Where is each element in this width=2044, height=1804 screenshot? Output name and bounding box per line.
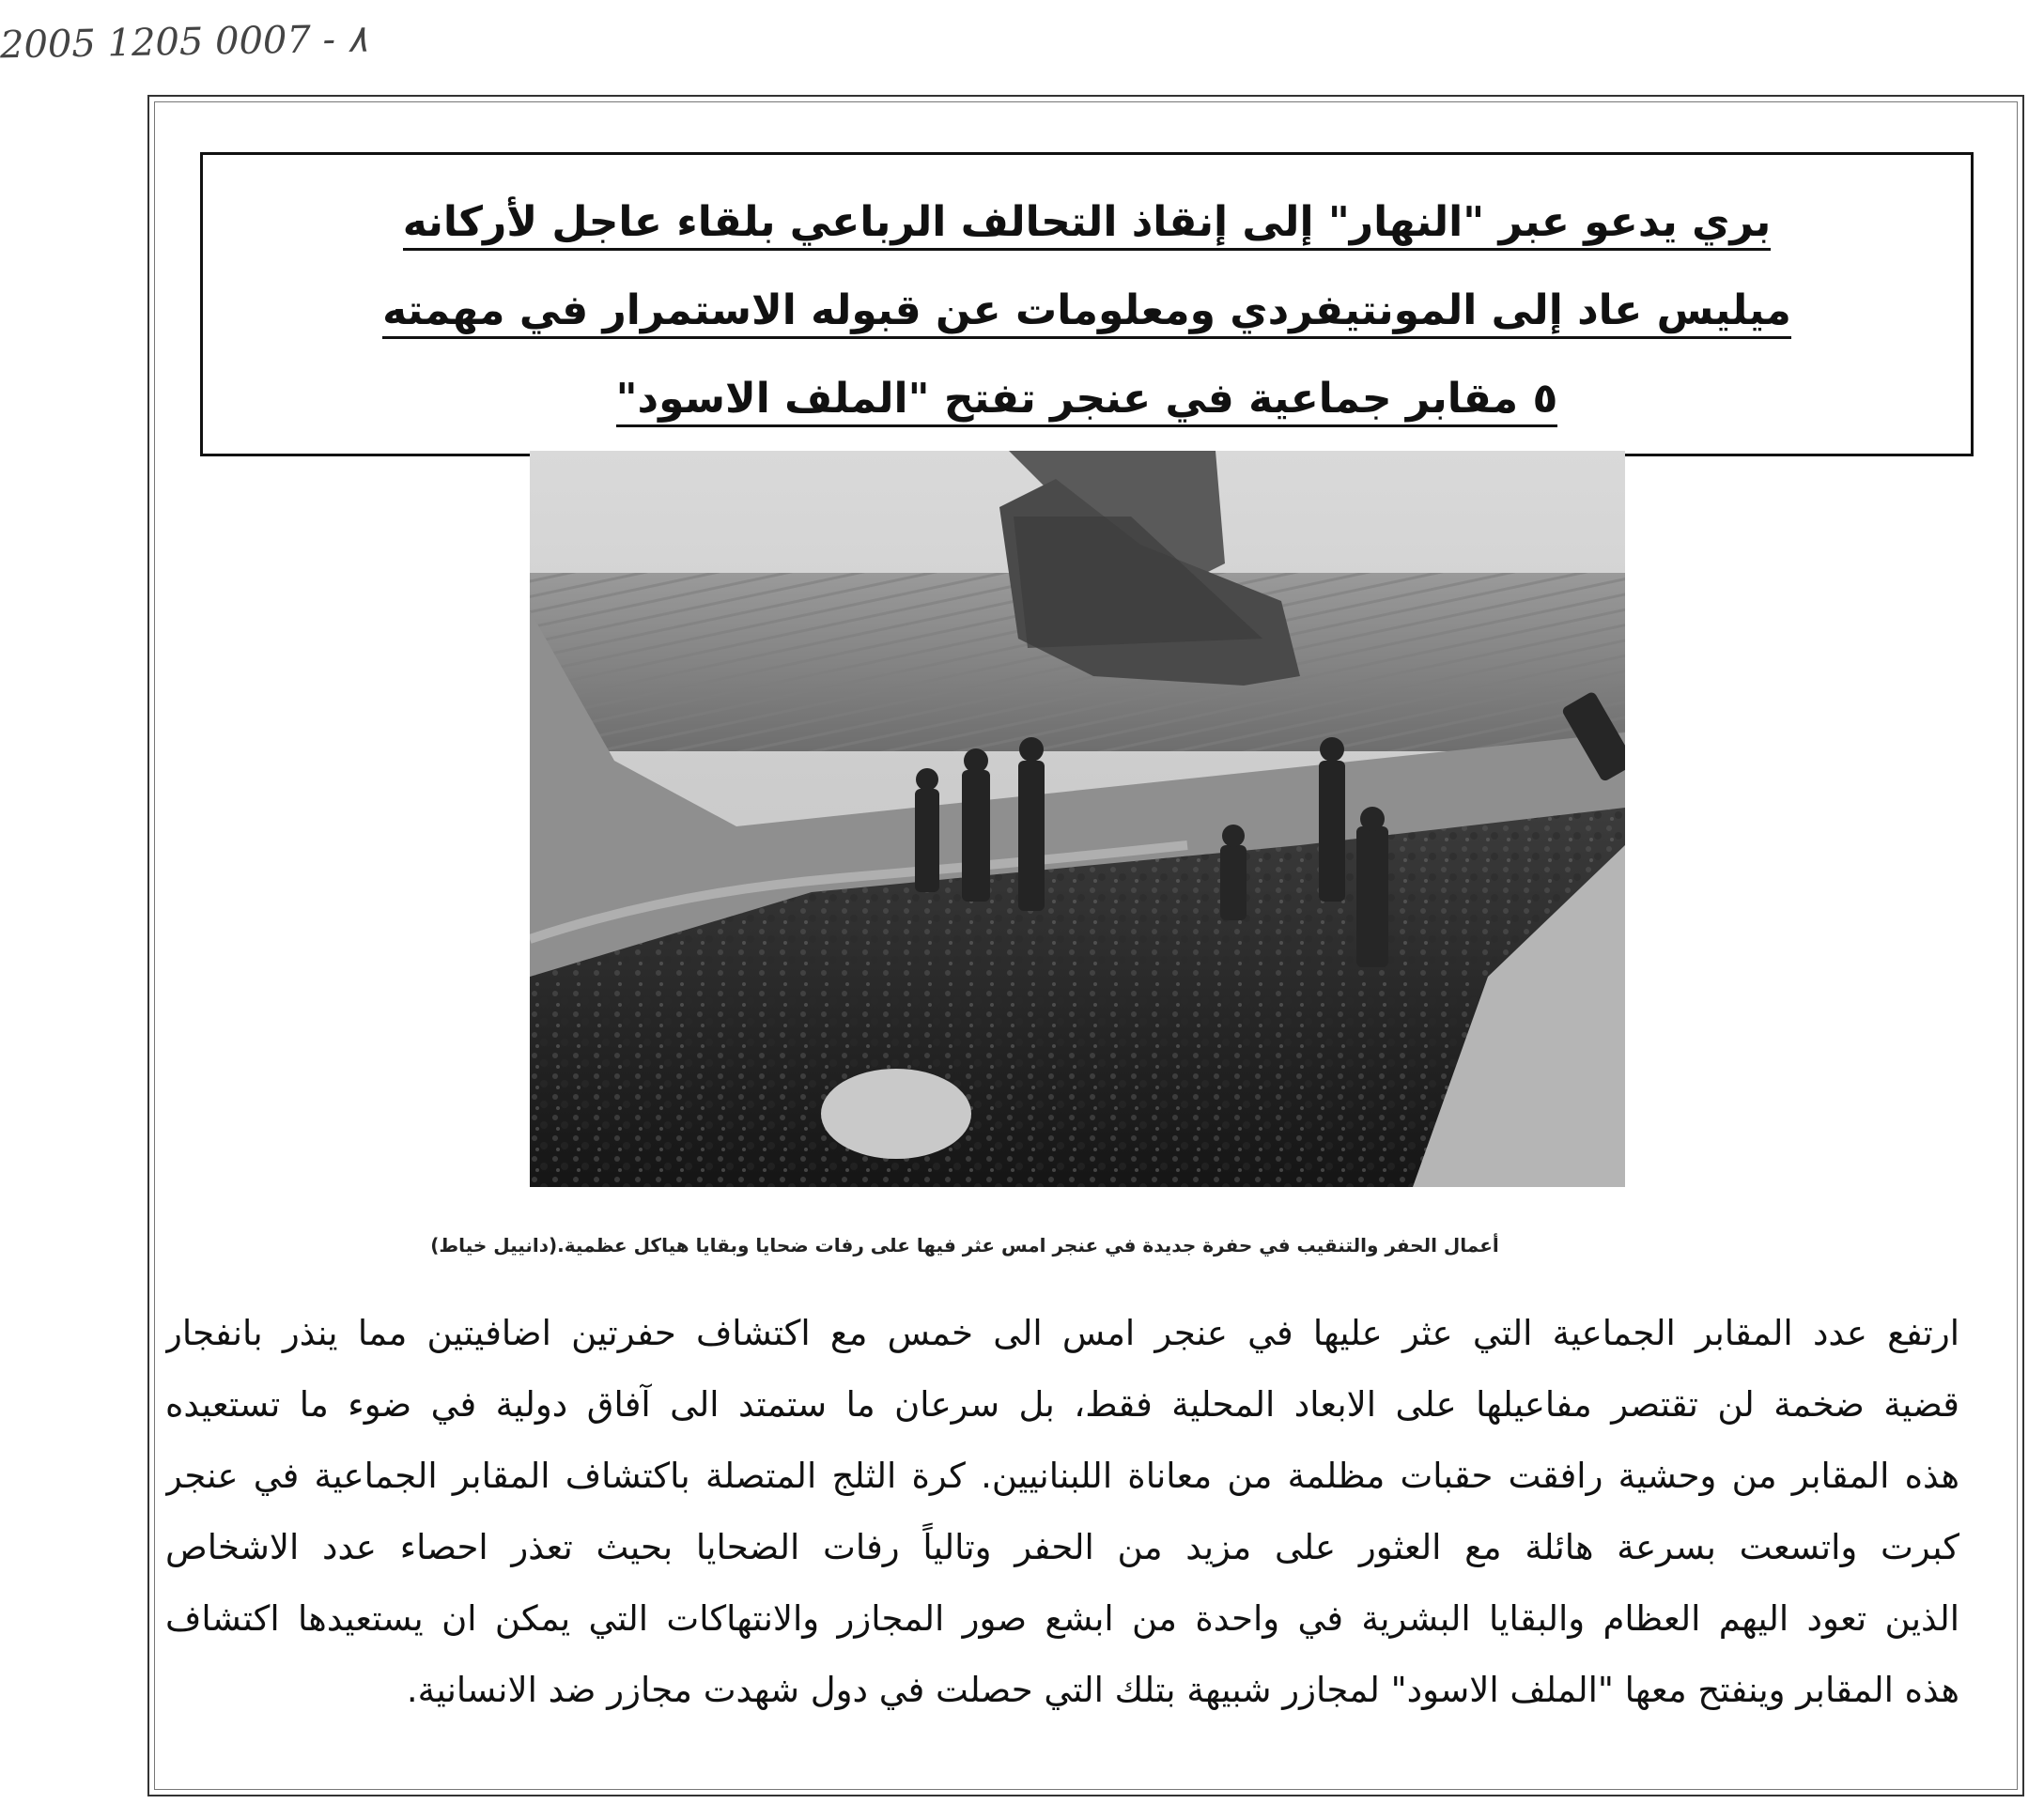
headline-2 bbox=[203, 283, 1971, 339]
excavation-photo bbox=[530, 451, 1625, 1187]
archive-reference-code: 2005 1205 0007 - ٨ bbox=[0, 17, 368, 68]
excavation-photo-illustration bbox=[530, 451, 1625, 1187]
headlines-box bbox=[200, 152, 1974, 456]
headline-1-text: بري يدعو عبر "النهار" إلى إنقاذ التحالف الرباعي بلقاء عاجل لأركانه bbox=[403, 198, 1772, 251]
article-line: هذه المقابر من وحشية رافقت حقبات مظلمة من معاناة اللبنانيين. كرة الثلج المتصلة باكتشاف المقابر الجماعية في عنجر bbox=[165, 1456, 1959, 1496]
photo-caption: أعمال الحفر والتنقيب في حفرة جديدة في عنجر امس عثر فيها على رفات ضحايا وبقايا هياكل عظمية.(دانييل خياط) bbox=[430, 1234, 1499, 1257]
article-line: قضية ضخمة لن تقتصر مفاعيلها على الابعاد المحلية فقط، بل سرعان ما ستمتد الى آفاق دولية في ضوء ما تستعيده bbox=[165, 1384, 1959, 1425]
headline-2-text: ميليس عاد إلى المونتيفردي ومعلومات عن قبوله الاستمرار في مهمته bbox=[382, 286, 1791, 339]
article-line: الذين تعود اليهم العظام والبقايا البشرية في واحدة من ابشع صور المجازر والانتهاكات التي يمكن ان يستعيدها اكتشاف bbox=[165, 1598, 1959, 1639]
headline-3-text: ٥ مقابر جماعية في عنجر تفتح "الملف الاسود" bbox=[616, 375, 1558, 427]
headline-3 bbox=[203, 371, 1971, 427]
headline-1 bbox=[203, 194, 1971, 251]
article-line: كبرت واتسعت بسرعة هائلة مع العثور على مزيد من الحفر وتالياً رفات الضحايا بحيث تعذر احصاء عدد الاشخاص bbox=[165, 1527, 1959, 1567]
article-line: ارتفع عدد المقابر الجماعية التي عثر عليها في عنجر امس الى خمس مع اكتشاف حفرتين اضافيتين مما ينذر بانفجار bbox=[165, 1313, 1959, 1353]
article-line: هذه المقابر وينفتح معها "الملف الاسود" لمجازر شبيهة بتلك التي حصلت في دول شهدت مجازر ضد الانسانية. bbox=[406, 1670, 1959, 1710]
article-body bbox=[165, 1298, 1959, 1726]
